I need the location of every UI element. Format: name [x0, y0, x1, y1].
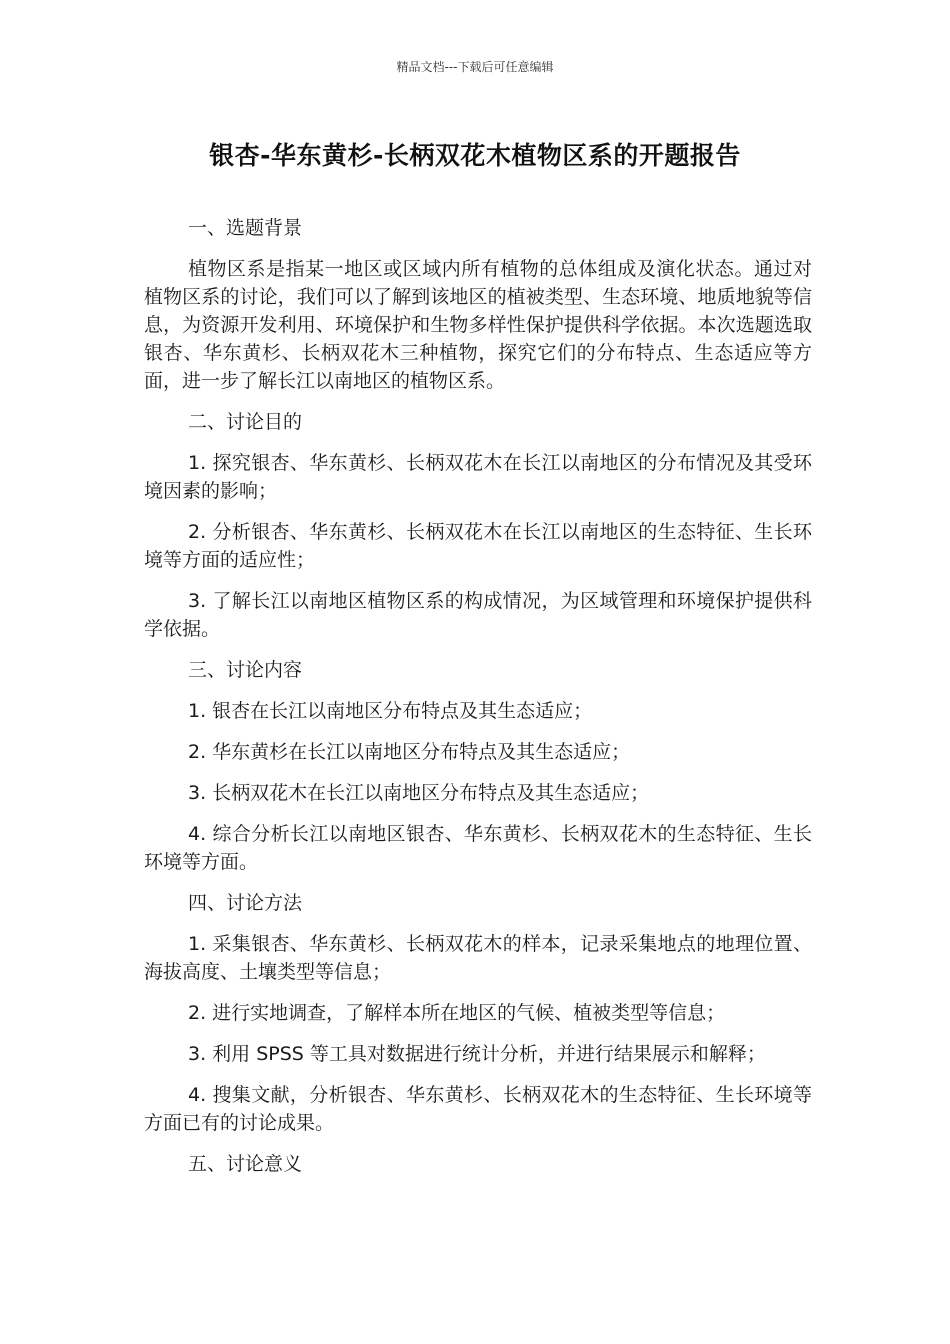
list-item-objective-1: 1. 探究银杏、华东黄杉、长柄双花木在长江以南地区的分布情况及其受环境因素的影响； — [144, 452, 812, 502]
list-item-method-3: 3. 利用 SPSS 等工具对数据进行统计分析，并进行结果展示和解释； — [188, 1043, 766, 1065]
section-heading-content: 三、讨论内容 — [188, 659, 303, 681]
list-item-objective-2: 2. 分析银杏、华东黄杉、长柄双花木在长江以南地区的生态特征、生长环境等方面的适应性； — [144, 521, 812, 571]
list-item-objective-3: 3. 了解长江以南地区植物区系的构成情况，为区域管理和环境保护提供科学依据。 — [144, 590, 812, 640]
section-heading-objectives: 二、讨论目的 — [188, 411, 303, 433]
document-body — [144, 214, 812, 1191]
section-heading-background: 一、选题背景 — [188, 217, 303, 239]
list-item-method-2: 2. 进行实地调查，了解样本所在地区的气候、植被类型等信息； — [188, 1002, 726, 1024]
document-title: 银杏-华东黄杉-长柄双花木植物区系的开题报告 — [209, 141, 741, 170]
list-item-content-1: 1. 银杏在长江以南地区分布特点及其生态适应； — [188, 700, 593, 722]
section-heading-significance: 五、讨论意义 — [188, 1153, 303, 1175]
list-item-method-4: 4. 搜集文献，分析银杏、华东黄杉、长柄双花木的生态特征、生长环境等方面已有的讨论成果。 — [144, 1084, 812, 1134]
list-item-method-1: 1. 采集银杏、华东黄杉、长柄双花木的样本，记录采集地点的地理位置、海拔高度、土壤类型等信息； — [144, 933, 812, 983]
list-item-content-3: 3. 长柄双花木在长江以南地区分布特点及其生态适应； — [188, 782, 650, 804]
section-heading-methods: 四、讨论方法 — [188, 892, 303, 914]
list-item-content-2: 2. 华东黄杉在长江以南地区分布特点及其生态适应； — [188, 741, 631, 763]
paragraph-background: 植物区系是指某一地区或区域内所有植物的总体组成及演化状态。通过对植物区系的讨论，我们可以了解到该地区的植被类型、生态环境、地质地貌等信息，为资源开发利用、环境保护和生物多样性保护提供科学依据。本次选题选取银杏、华东黄杉、长柄双花木三种植物，探究它们的分布特点、生态适应等方面，进一步了解长江以南地区的植物区系。 — [144, 258, 812, 392]
header-note: 精品文档---下载后可任意编辑 — [396, 60, 554, 74]
list-item-content-4: 4. 综合分析长江以南地区银杏、华东黄杉、长柄双花木的生态特征、生长环境等方面。 — [144, 823, 812, 873]
